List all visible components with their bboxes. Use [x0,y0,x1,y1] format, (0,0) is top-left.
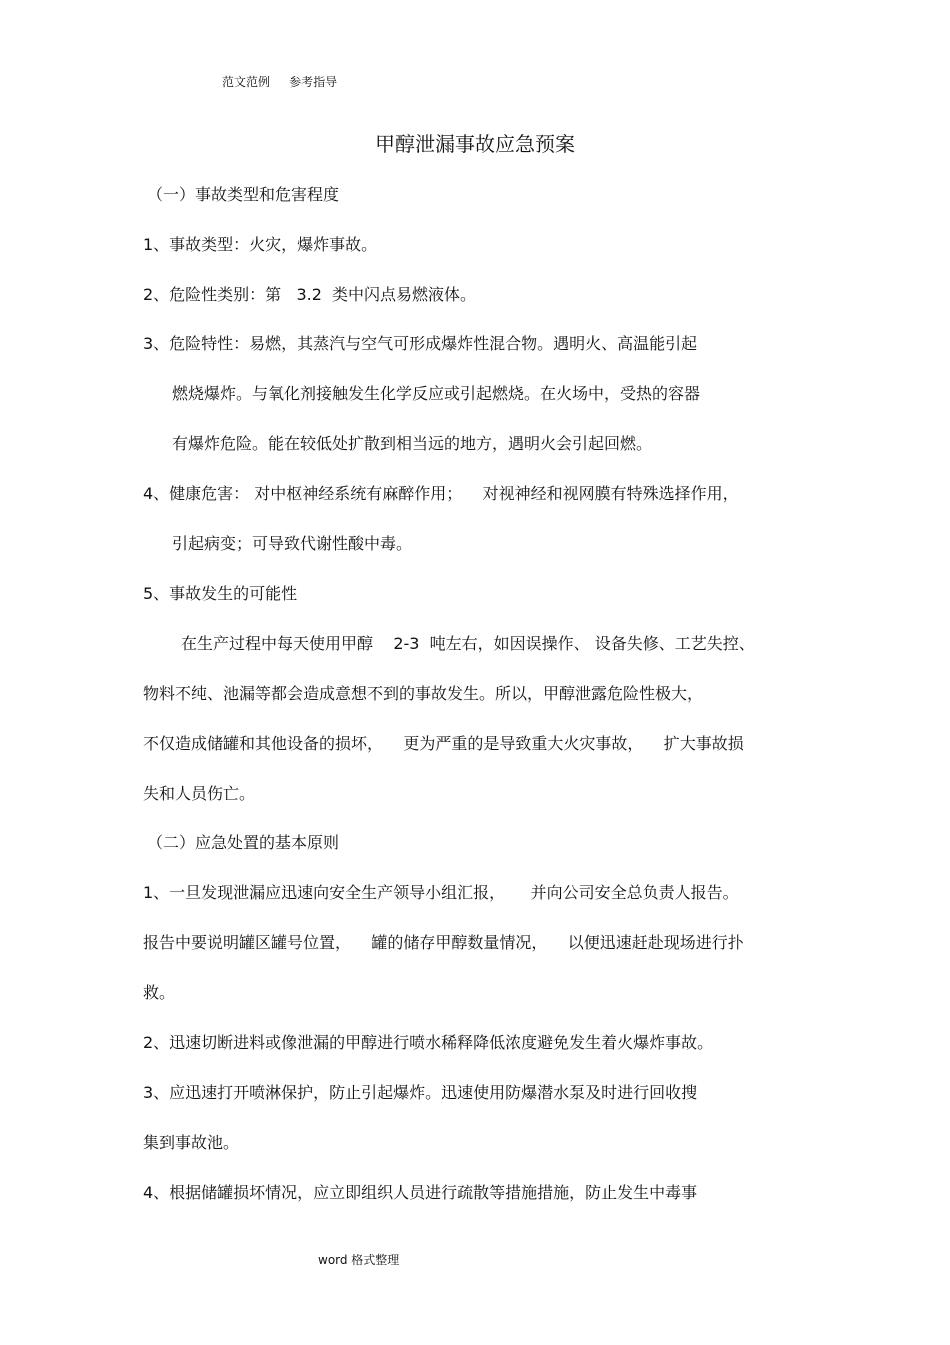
paragraph-line: 不仅造成储罐和其他设备的损坏， 更为严重的是导致重大火灾事故， 扩大事故损 [143,734,744,753]
page-footer: word 格式整理 [318,1253,400,1267]
paragraph-line: 救。 [143,983,176,1002]
paragraph-line: 集到事故池。 [143,1133,240,1152]
paragraph-line: 2、危险性类别：第 3.2 类中闪点易燃液体。 [143,285,477,304]
paragraph-line: 1、事故类型：火灾，爆炸事故。 [143,235,378,254]
paragraph-line: 2、迅速切断进料或像泄漏的甲醇进行喷水稀释降低浓度避免发生着火爆炸事故。 [143,1033,714,1052]
paragraph-line: 报告中要说明罐区罐号位置， 罐的储存甲醇数量情况， 以便迅速赶赴现场进行扑 [143,933,744,952]
paragraph-line: 3、应迅速打开喷淋保护，防止引起爆炸。迅速使用防爆潜水泵及时进行回收搜 [143,1083,698,1102]
paragraph-line: 引起病变；可导致代谢性酸中毒。 [172,534,413,553]
paragraph-line: 5、事故发生的可能性 [143,584,298,603]
paragraph-line: 1、一旦发现泄漏应迅速向安全生产领导小组汇报， 并向公司安全总负责人报告。 [143,883,739,902]
page-header: 范文范例 参考指导 [222,75,338,89]
section-heading-1: （一）事故类型和危害程度 [147,185,340,204]
paragraph-line: 有爆炸危险。能在较低处扩散到相当远的地方，遇明火会引起回燃。 [172,434,653,453]
paragraph-line: 燃烧爆炸。与氧化剂接触发生化学反应或引起燃烧。在火场中，受热的容器 [172,384,701,403]
paragraph-line: 在生产过程中每天使用甲醇 2-3 吨左右，如因误操作、 设备失修、工艺失控、 [181,634,755,653]
paragraph-line: 失和人员伤亡。 [143,784,256,803]
document-title: 甲醇泄漏事故应急预案 [375,132,575,156]
paragraph-line: 4、根据储罐损坏情况，应立即组织人员进行疏散等措施措施，防止发生中毒事 [143,1183,698,1202]
paragraph-line: 4、健康危害： 对中枢神经系统有麻醉作用； 对视神经和视网膜有特殊选择作用， [143,484,739,503]
paragraph-line: 3、危险特性：易燃，其蒸汽与空气可形成爆炸性混合物。遇明火、高温能引起 [143,334,698,353]
section-heading-2: （二）应急处置的基本原则 [147,833,340,852]
paragraph-line: 物料不纯、池漏等都会造成意想不到的事故发生。所以，甲醇泄露危险性极大， [143,684,704,703]
